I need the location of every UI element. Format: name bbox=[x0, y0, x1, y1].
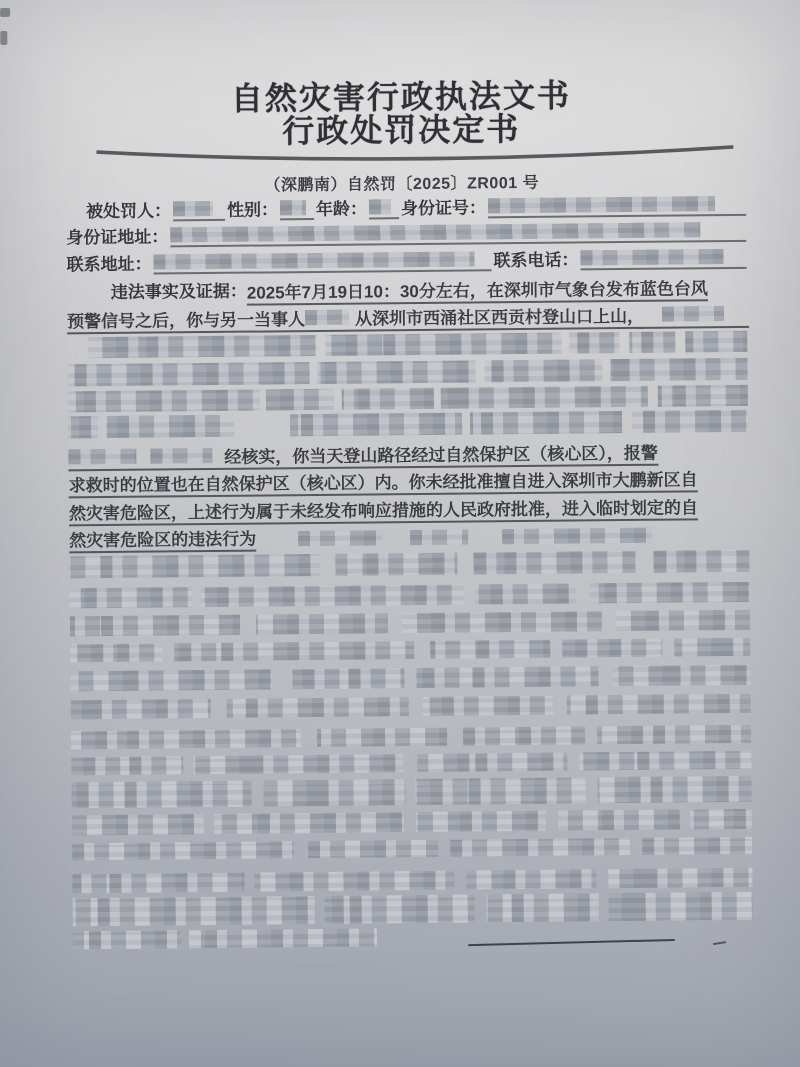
redaction-bar bbox=[608, 868, 752, 888]
redaction-bar bbox=[484, 359, 602, 382]
redaction-bar bbox=[256, 613, 388, 634]
redaction-bar bbox=[597, 725, 751, 744]
redaction-bar bbox=[335, 553, 457, 576]
redaction-bar bbox=[69, 554, 319, 578]
redaction-bar bbox=[597, 776, 751, 803]
redaction-bar bbox=[67, 362, 309, 386]
redaction-bar bbox=[567, 694, 751, 715]
redaction-bar bbox=[292, 668, 404, 689]
redaction-chip bbox=[150, 447, 212, 463]
redaction-bar bbox=[685, 331, 747, 353]
document-title: 自然灾害行政执法文书 bbox=[230, 77, 572, 117]
redaction-bar bbox=[88, 335, 316, 358]
redaction-bar bbox=[73, 896, 315, 926]
redaction-bar bbox=[254, 871, 454, 892]
redaction-bar bbox=[487, 893, 599, 922]
redaction-bar bbox=[174, 641, 414, 661]
redaction-bar bbox=[70, 643, 162, 662]
redaction-bar bbox=[325, 333, 561, 356]
redaction-bar bbox=[71, 729, 301, 749]
findings-text: 然灾害危险区的违法行为 bbox=[69, 525, 256, 554]
redaction-bar bbox=[674, 638, 750, 657]
penalized-person-label: 被处罚人： bbox=[85, 201, 172, 222]
redaction-bar bbox=[690, 809, 752, 830]
redaction-bar bbox=[441, 386, 648, 409]
redaction-bar bbox=[558, 810, 680, 831]
redaction-bar bbox=[290, 413, 462, 437]
id-number-label: 身份证号： bbox=[400, 198, 487, 219]
redaction-bar bbox=[317, 728, 447, 747]
redaction-bar bbox=[342, 388, 434, 410]
redaction-bar bbox=[609, 892, 753, 921]
redaction-bar bbox=[70, 587, 192, 608]
redaction-bar bbox=[68, 416, 98, 438]
document-subtitle: 行政处罚决定书 bbox=[282, 111, 521, 150]
redaction-bar bbox=[189, 928, 377, 948]
redaction-bar bbox=[450, 838, 630, 857]
redaction-bar bbox=[308, 840, 438, 858]
redaction-bar bbox=[202, 585, 464, 608]
redaction-bar bbox=[632, 410, 748, 433]
redaction-bar bbox=[569, 332, 619, 353]
age-label: 年龄： bbox=[315, 199, 368, 219]
redaction-bar bbox=[653, 550, 749, 573]
doc-number: （深鹏南）自然罚〔2025〕ZR001 号 bbox=[264, 174, 540, 195]
facts-text: 预警信号之后，你与另一当事人 bbox=[67, 305, 305, 334]
redaction-chip bbox=[298, 530, 382, 546]
redaction-bar bbox=[579, 751, 751, 771]
contact-phone-label: 联系电话： bbox=[493, 250, 579, 271]
redaction-bar bbox=[610, 358, 747, 381]
redaction-bar bbox=[266, 389, 334, 411]
redaction-bar bbox=[470, 411, 622, 434]
redaction-bar bbox=[590, 582, 750, 604]
redaction-chip bbox=[410, 530, 468, 546]
redaction-bar bbox=[227, 697, 409, 718]
redaction-bar bbox=[463, 726, 585, 745]
redaction-bar bbox=[71, 756, 183, 775]
redaction-bar bbox=[416, 811, 546, 832]
redaction-bar bbox=[72, 873, 244, 894]
redaction-bar bbox=[263, 779, 405, 806]
redaction-chip bbox=[68, 448, 136, 464]
findings-text: 求救时的位置也在自然保护区（核心区）内。你未经批准擅自进入深圳市大鹏新区自 bbox=[69, 465, 698, 498]
id-address-label: 身份证地址： bbox=[66, 227, 169, 248]
redaction-bar bbox=[612, 665, 750, 686]
contact-address-label: 联系地址： bbox=[66, 254, 152, 275]
redaction-bar bbox=[416, 666, 598, 688]
trailing-redactions bbox=[256, 523, 652, 552]
redaction-bar bbox=[72, 814, 204, 835]
redaction-bar bbox=[73, 930, 181, 949]
redaction-bar bbox=[658, 385, 748, 407]
redaction-bar bbox=[72, 841, 294, 860]
findings-paragraph bbox=[68, 437, 751, 554]
findings-text: 然灾害危险区，上述行为属于未经发布响应措施的人民政府批准，进入临时划定的自 bbox=[69, 493, 698, 526]
redaction-bar bbox=[68, 390, 260, 413]
redaction-bar bbox=[562, 639, 662, 658]
redaction-bar bbox=[415, 777, 585, 805]
facts-text: 从深圳市西涌社区西贡村登山口上山， bbox=[355, 302, 644, 332]
redaction-bar bbox=[423, 696, 553, 716]
redaction-bar bbox=[402, 611, 602, 633]
redaction-bar bbox=[106, 415, 234, 438]
redaction-bar bbox=[214, 812, 404, 834]
redaction-bar bbox=[616, 610, 750, 631]
redaction-bar bbox=[70, 669, 272, 691]
redaction-bar bbox=[317, 360, 475, 384]
redaction-bar bbox=[71, 781, 251, 809]
redaction-bar bbox=[70, 615, 240, 637]
redaction-bar bbox=[629, 332, 675, 353]
redaction-bar bbox=[193, 754, 403, 774]
redaction-bar bbox=[71, 699, 211, 719]
redaction-bar bbox=[476, 583, 576, 604]
redaction-bar bbox=[473, 551, 635, 575]
gender-label: 性别： bbox=[226, 200, 279, 220]
redaction-bar bbox=[466, 869, 596, 889]
redacted-lead bbox=[68, 442, 224, 470]
redaction-bar bbox=[430, 640, 550, 659]
facts-text: 2025年7月19日10：30分左右，在深圳市气象台发布蓝色台风 bbox=[247, 274, 708, 305]
findings-text: 经核实，你当天登山路径经过自然保护区（核心区），报警 bbox=[224, 438, 658, 469]
redaction-bar bbox=[325, 894, 475, 923]
facts-label: 违法事实及证据： bbox=[110, 281, 247, 302]
redaction-bar bbox=[417, 753, 567, 772]
redaction-bar bbox=[642, 837, 752, 855]
redaction-chip bbox=[502, 528, 652, 544]
